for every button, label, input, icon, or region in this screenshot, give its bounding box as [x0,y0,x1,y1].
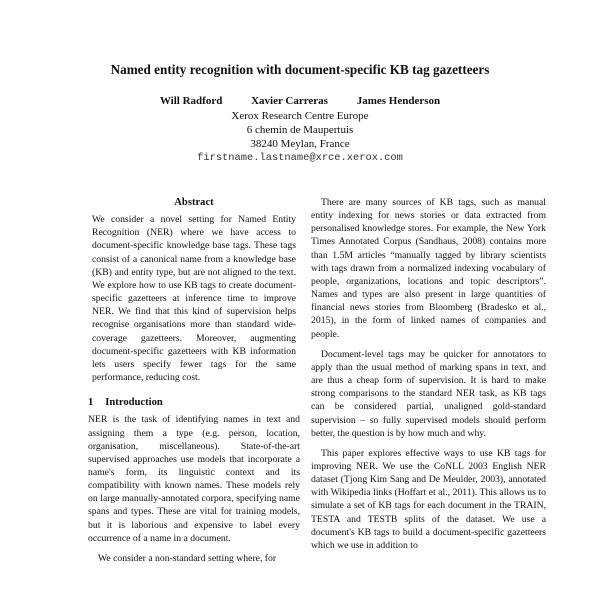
paper-title: Named entity recognition with document-specific KB tag gazetteers [110,62,490,77]
section-title: Introduction [105,397,163,409]
abstract-heading: Abstract [174,197,214,208]
body-paragraph: This paper explores effective ways to use KB tags for improving NER. We use the CoNLL 2003 English NER dataset (Tjong Kim Sang and De Meulder, 2003), annotated with Wikipedia links (Hoffart et al., 2011). This allows us to simulate a set of KB tags for each document in the TRAIN, TESTA and TESTB splits of the dataset. We use a document's KB tags to build a document-specific gazetteers which we use in addition to [311,447,546,551]
author-name: Xavier Carreras [251,95,328,107]
section-heading [88,396,300,409]
author-list [0,95,600,107]
body-paragraph: Document-level tags may be quicker for annotators to apply than the usual method of marking spans in text, and are thus a cheap form of supervision. It is hard to make strong comparisons to the standard NER task, as KB tags can be considered partial, unaligned gold-standard supervision – so fully supervised models should perform better, the question is by how much and why. [311,348,546,439]
right-column [311,196,546,559]
left-column [88,196,300,572]
author-name: Will Radford [159,95,223,107]
abstract-text: We consider a novel setting for Named Entity Recognition (NER) where we have access to document-specific knowledge base tags. These tags consist of a canonical name from a knowledge base (KB) and entity type, but are not aligned to the text. We explore how to use KB tags to create document-specific gazetteers at inference time to improve NER. We find that this kind of supervision helps recognise organisations more than standard wide-coverage gazetteers. Moreover, augmenting document-specific gazetteers with KB information lets users specify fewer tags for the same performance, reducing cost. [92,214,296,384]
affiliation-line: 6 chemin de Maupertuis [246,124,354,136]
body-paragraph: There are many sources of KB tags, such as manual entity indexing for news stories or data extracted from personalised knowledge stores. For example, the New York Times Annotated Corpus (Sandhaus, 2008) contains more than 1.5M articles “manually tagged by library scientists with tags drawn from a normalized indexing vocabulary of people, organizations, locations and topic descriptors”. Names and types are also present in large quantities of financial news stories from Bloomberg (Bradesko et al., 2015), in the form of linked names of companies and people. [311,197,546,340]
affiliation-line: 38240 Meylan, France [250,138,350,150]
body-paragraph: NER is the task of identifying names in text and assigning them a type (e.g. person, location, organisation, miscellaneous). State-of-the-art supervised approaches use models that incorporate a name's form, its linguistic context and its compatibility with known names. These models rely on large manually-annotated corpora, specifying name spans and types. These are vital for training models, but it is laborious and expensive to label every occurrence of a name in a document. [88,414,300,544]
body-paragraph: We consider a non-standard setting where, for [98,552,277,564]
affiliation-line: Xerox Research Centre Europe [231,110,369,122]
section-number: 1 [88,397,94,409]
author-name: James Henderson [356,95,441,107]
email-address: firstname.lastname@xrce.xerox.com [197,152,403,164]
